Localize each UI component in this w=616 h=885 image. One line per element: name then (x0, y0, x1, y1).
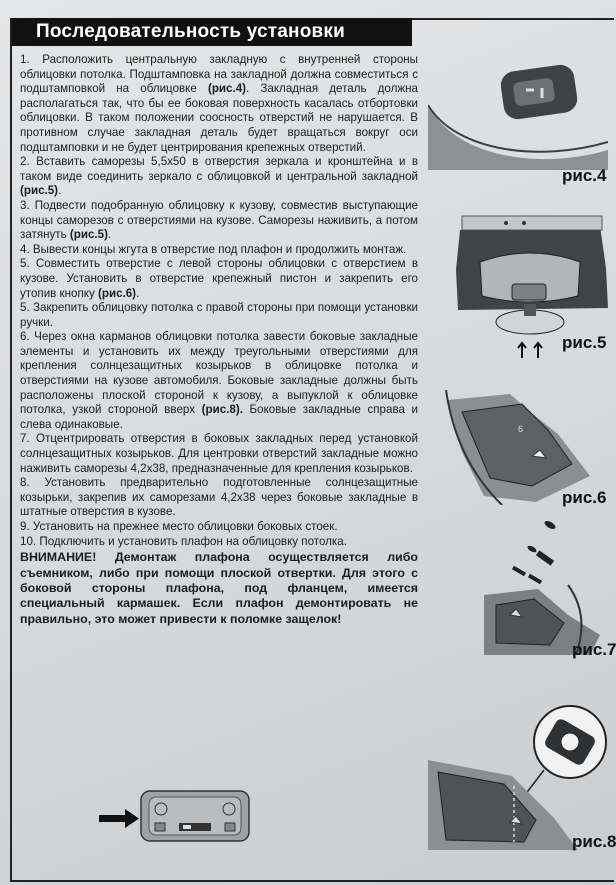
figure-6-caption: рис.6 (562, 488, 607, 507)
figure-4-illustration (428, 30, 608, 170)
step-item: 4. Вывести концы жгута в отверстие под плафон и продолжить монтаж. (20, 242, 407, 256)
figure-5-caption: рис.5 (562, 333, 607, 352)
arrow-up-icon (518, 343, 542, 358)
step-item: 6. Через окна карманов облицовки потолка завести боковые закладные элементы и установить их между треугольными отверстиями для крепления солнцезащитных козырьков в облицовке потолка и отверстиями на кузове автомобиля. Боковые закладные должны быть расположены плоской стороной к кузову, а выпуклой к облицовке потолка, узкой стороной вверх (рис.8). Боковые закладные справа и слева одинаковые. (20, 330, 418, 431)
figure-7-illustration (480, 515, 610, 655)
step-item: 5. Совместить отверстие с левой стороны облицовки с отверстием в кузове. Установить в отверстие крепежный пистон и закрепить его утопив кнопку (рис.6). (20, 257, 418, 300)
arrow-right-icon (99, 809, 139, 828)
warning-note: ВНИМАНИЕ! Демонтаж плафона осуществляется либо съемником, либо при помощи плоской отвертки. Для этого с боковой стороны плафона, под фланцем, имеется специальный кармашек. Если плафон демонтировать не правильно, это может привести к поломке защелок! (20, 550, 418, 626)
steps-list (20, 53, 418, 627)
svg-text:6: 6 (518, 424, 524, 434)
figure-8-illustration (428, 690, 612, 850)
step-item: 7. Отцентрировать отверстия в боковых закладных перед установкой солнцезащитных козырьков. Для центровки отверстий закладные можно наживить саморезы 4,2х38, предназначенные для крепления козырьков. (20, 432, 418, 475)
step-item: 3. Подвести подобранную облицовку к кузову, совместив выступающие концы саморезов с отверстиями на кузове. Саморезы наживить, а потом затянуть (рис.5). (20, 198, 418, 242)
dome-light-figure (95, 785, 255, 847)
warning-label: ВНИМАНИЕ! (20, 550, 97, 565)
step-item: 1. Расположить центральную закладную с внутренней стороны облицовки потолка. Подштамповка на закладной должна совместиться с подштамповкой на облицовке (рис.4). Закладная деталь должна располагаться так, что бы ее боковая поверхность касалась отбортовки облицовки. В таком положении соосность отверстий не нарушается. В противном случае закладная деталь будет вращаться вокруг оси подштамповки и не будет центрирования крепежных отверстий. (20, 53, 418, 154)
step-item: 2. Вставить саморезы 5,5х50 в отверстия зеркала и кронштейна и в таком виде соединить зеркало с облицовкой и центральной закладной (рис.5). (20, 155, 418, 198)
section-header: Последовательность установки (12, 18, 412, 46)
figure-7-caption: рис.7 (572, 640, 616, 659)
step-item: 5. Закрепить облицовку потолка с правой стороны при помощи установки ручки. (20, 301, 418, 329)
step-item: 9. Установить на прежнее место облицовки боковых стоек. (20, 520, 338, 533)
figure-4-caption: рис.4 (562, 166, 607, 185)
step-item: 10. Подключить и установить плафон на облицовку потолка. (20, 534, 347, 548)
step-item: 8. Установить предварительно подготовленные солнцезащитные козырьки, закрепив их саморезами 4,2х38 через боковые закладные в штатные отверстия в кузове. (20, 476, 418, 519)
figure-8-caption: рис.8 (572, 832, 616, 851)
